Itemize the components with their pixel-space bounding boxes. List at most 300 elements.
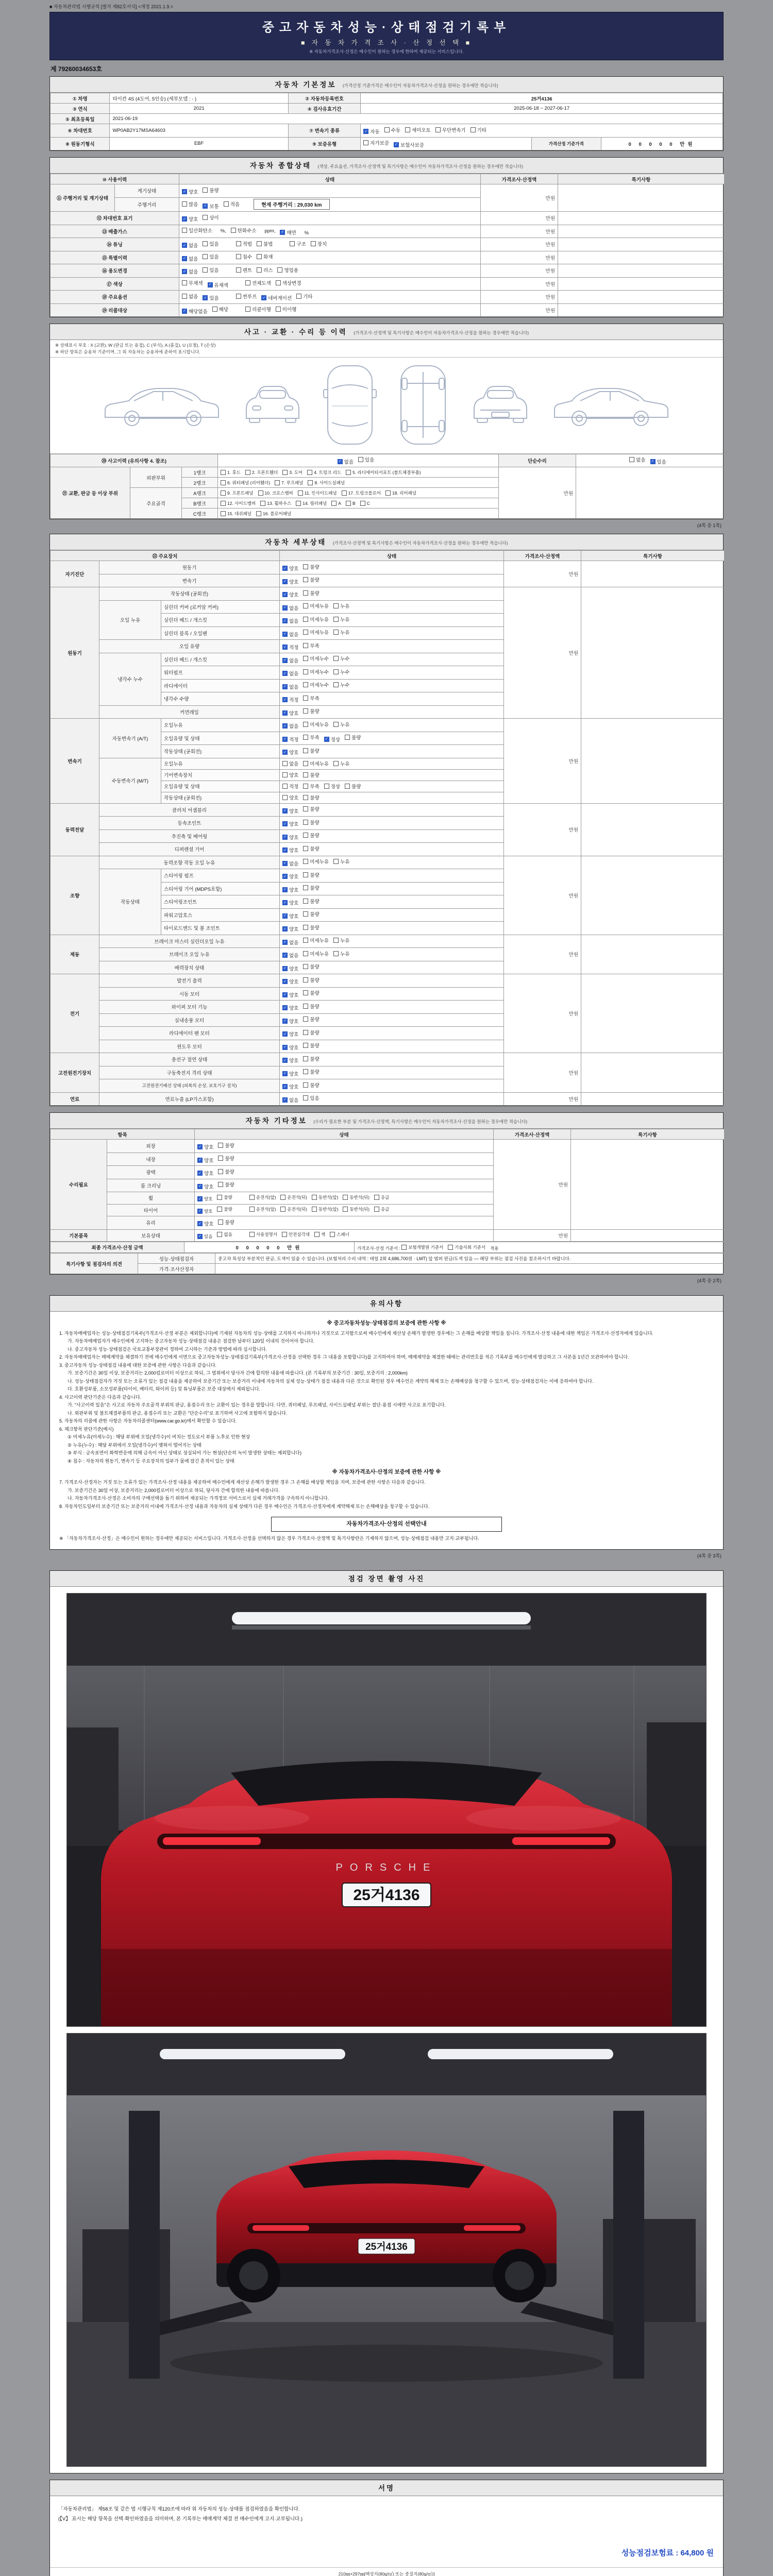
notice-paragraph: 5. 자동차의 리콜에 관한 사항은 자동차리콜센터(www.car.go.kr)에서 확인할 수 있습니다.: [59, 1418, 237, 1424]
checkbox-label: 응급: [380, 1207, 390, 1212]
checkbox-label: 13. 휠하우스: [267, 500, 292, 506]
checkbox-unchecked[interactable]: [303, 694, 319, 702]
checkbox-unchecked[interactable]: [629, 456, 645, 463]
table-cell: [215, 1264, 725, 1274]
lift-post-left: [129, 2111, 160, 2379]
checkbox-checked[interactable]: [282, 1096, 298, 1104]
checkbox-unchecked[interactable]: [218, 1155, 234, 1162]
table-cell: [576, 467, 725, 519]
checkbox-label: 양호: [289, 710, 299, 717]
checkbox-unchecked[interactable]: [303, 783, 319, 790]
checkbox-unchecked[interactable]: [333, 760, 349, 767]
checkbox-checked[interactable]: [282, 643, 298, 651]
checkbox-checked[interactable]: [182, 242, 198, 249]
checkbox-unchecked[interactable]: [303, 794, 319, 801]
checkbox-checked[interactable]: [363, 128, 379, 135]
checkbox-unchecked[interactable]: [314, 1231, 325, 1238]
accident-history-header: [50, 324, 723, 340]
checkbox-unchecked[interactable]: [303, 629, 329, 636]
checkbox-checked[interactable]: [282, 683, 298, 690]
checkbox-unchecked[interactable]: [276, 306, 297, 313]
status-cell: [361, 137, 531, 150]
checkbox-unchecked[interactable]: [303, 721, 329, 728]
checkbox-checked[interactable]: [282, 1057, 298, 1064]
checkbox-unchecked[interactable]: [303, 1055, 319, 1062]
checkbox-unchecked[interactable]: [333, 602, 349, 609]
checkbox-unchecked[interactable]: [303, 1094, 319, 1101]
checkbox-checked[interactable]: [282, 591, 298, 598]
checkbox-checked[interactable]: [282, 1070, 298, 1077]
checkbox-unchecked[interactable]: [333, 721, 349, 728]
checkbox-checked[interactable]: [197, 1233, 212, 1240]
status-cell: [218, 488, 499, 498]
status-cell: [280, 758, 504, 769]
table-cell: 디퍼렌셜 기어: [99, 843, 280, 856]
checkbox-unchecked[interactable]: [282, 783, 298, 790]
checkbox-unchecked[interactable]: [343, 1194, 369, 1200]
checkbox-unchecked[interactable]: [303, 897, 319, 905]
table-cell: [558, 212, 725, 225]
checkbox-unchecked[interactable]: [236, 253, 252, 260]
checkbox-label: 불량: [310, 773, 320, 778]
table-cell: ② 자동차등록번호: [288, 93, 361, 104]
checkbox-label: 불량: [310, 899, 320, 905]
checkbox-unchecked[interactable]: [303, 642, 319, 649]
car-side-view-left-diagram: [99, 378, 223, 432]
checkbox-unchecked[interactable]: [333, 668, 349, 675]
notice-paragraph: 2. 자동차매매업자는 매매계약을 체결하기 전에 매수인에게 서면으로 중고자동차성능·상태점검기록부(가격조사·산정을 선택한 경우 그 내용을 포함합니다)를 고지하여야 하며, 매매계약을 체결한 때에는 관리번호를 적은 기록부를 매수인에게 발급하고 그 사본을 1년간 보관하여야 합니다.: [59, 1354, 629, 1360]
checkbox-unchecked[interactable]: [282, 1231, 310, 1238]
checkbox-unchecked[interactable]: [218, 1218, 234, 1226]
checkbox-checked[interactable]: [282, 952, 298, 959]
table-cell: 수리필요: [51, 1140, 107, 1230]
checkbox-unchecked[interactable]: [342, 490, 381, 496]
checkbox-label: 불량: [225, 1156, 234, 1162]
checkbox-unchecked[interactable]: [249, 1194, 276, 1200]
checkbox-unchecked[interactable]: [303, 681, 329, 688]
table-cell: 만원: [481, 184, 558, 212]
checkbox-unchecked[interactable]: [303, 1081, 319, 1089]
checkbox-label: 양호: [189, 217, 198, 223]
checkbox-unchecked[interactable]: [217, 1194, 232, 1200]
checkbox-unchecked[interactable]: [303, 950, 329, 957]
checkbox-unchecked[interactable]: [448, 1244, 485, 1250]
checkbox-label: 탄화수소 ppm,: [237, 228, 276, 234]
checkbox-unchecked[interactable]: [296, 500, 327, 506]
checkbox-unchecked[interactable]: [303, 910, 319, 918]
section-accident-history: [49, 324, 724, 519]
checkbox-checked[interactable]: [282, 965, 298, 972]
checkbox-unchecked[interactable]: [203, 187, 219, 194]
checkbox-unchecked[interactable]: [245, 306, 271, 313]
checkbox-checked[interactable]: [197, 1143, 213, 1150]
checkbox-unchecked[interactable]: [333, 616, 349, 623]
checkbox-label: B: [352, 500, 356, 506]
checkbox-unchecked[interactable]: [236, 240, 252, 247]
checkbox-label: 있음: [209, 241, 219, 247]
checkbox-checked[interactable]: [282, 899, 298, 906]
notice-paragraph: ③ 부식 : 금속표면이 화학반응에 의해 금속이 아닌 상태로 상실되어 가는 현상(단순히 녹이 발생한 상태는 제외합니다): [68, 1450, 301, 1456]
checkbox-label: 양호: [289, 808, 299, 815]
table-cell: 실린더 블록 / 오일팬: [161, 626, 280, 640]
checkbox-unchecked[interactable]: [303, 845, 319, 852]
checkbox-checked[interactable]: [282, 709, 298, 717]
checkbox-unchecked[interactable]: [249, 1206, 276, 1212]
checkbox-unchecked[interactable]: [182, 200, 198, 208]
checkbox-unchecked[interactable]: [221, 469, 241, 476]
checkbox-checked[interactable]: [394, 141, 424, 148]
checkbox-unchecked[interactable]: [257, 253, 273, 260]
checkbox-unchecked[interactable]: [401, 1244, 443, 1250]
checkbox-label: 양호: [289, 901, 299, 906]
garage-equipment: [647, 1722, 706, 1846]
checkbox-checked[interactable]: [203, 294, 219, 301]
damage-code-legend: [50, 340, 723, 358]
checkbox-checked[interactable]: [208, 281, 229, 289]
checkbox-checked[interactable]: [282, 670, 298, 677]
checkbox-label: 양호: [289, 1006, 299, 1011]
checkbox-checked[interactable]: [197, 1220, 213, 1227]
checkbox-unchecked[interactable]: [303, 576, 319, 583]
checkbox-unchecked[interactable]: [217, 1231, 232, 1238]
checkbox-checked[interactable]: [282, 631, 298, 638]
table-cell: 자기진단: [51, 561, 99, 587]
checkbox-unchecked[interactable]: [182, 227, 226, 234]
table-cell: 타이로드엔드 및 볼 조인트: [161, 922, 280, 935]
table-cell: 기어변속장치: [161, 769, 280, 781]
checkbox-unchecked[interactable]: [245, 469, 278, 476]
checkbox-unchecked[interactable]: [345, 734, 361, 741]
status-cell: [576, 454, 725, 467]
garage-floor: [67, 2322, 706, 2466]
checkbox-unchecked[interactable]: [303, 963, 319, 970]
checkbox-unchecked[interactable]: [303, 937, 329, 944]
checkbox-unchecked[interactable]: [221, 480, 270, 486]
checkbox-checked[interactable]: [282, 991, 298, 998]
checkbox-unchecked[interactable]: [298, 490, 337, 496]
checkbox-unchecked[interactable]: [333, 950, 349, 957]
checkbox-checked[interactable]: [282, 617, 298, 624]
checkbox-checked[interactable]: [197, 1157, 213, 1164]
checkbox-unchecked[interactable]: [277, 266, 298, 274]
checkbox-unchecked[interactable]: [374, 1206, 389, 1212]
checkbox-checked[interactable]: [650, 458, 666, 465]
checkbox-checked[interactable]: [282, 565, 298, 572]
checkbox-checked[interactable]: [197, 1196, 212, 1202]
checkbox-unchecked[interactable]: [303, 989, 319, 996]
notice-paragraph: ② 누유(누수) : 해당 부위에서 오일(냉각수)이 맺혀서 떨어지는 상태: [68, 1442, 201, 1448]
checkbox-unchecked[interactable]: [236, 293, 257, 300]
checkbox-checked[interactable]: [282, 860, 298, 867]
checkbox-unchecked[interactable]: [249, 1231, 277, 1238]
status-cell: [280, 843, 504, 856]
checkbox-label: 누유: [340, 722, 350, 728]
checkbox-checked[interactable]: [197, 1170, 213, 1177]
inspection-photo-rear-view: [66, 1593, 707, 2027]
checkbox-unchecked[interactable]: [303, 563, 319, 570]
checkbox-checked[interactable]: [282, 1030, 298, 1038]
status-cell: [280, 1040, 504, 1053]
checkbox-checked[interactable]: [182, 308, 208, 315]
table-cell: 고전원전기장치: [51, 1053, 99, 1093]
table-cell: 냉각수 누수: [99, 653, 161, 705]
checkbox-unchecked[interactable]: [303, 760, 329, 767]
checkbox-unchecked[interactable]: [282, 469, 303, 476]
table-cell: [581, 974, 725, 1053]
checkbox-unchecked[interactable]: [324, 783, 340, 790]
checkbox-unchecked[interactable]: [218, 1142, 234, 1149]
status-cell: [280, 1092, 504, 1106]
checkbox-unchecked[interactable]: [303, 655, 329, 662]
checkbox-unchecked[interactable]: [358, 456, 374, 463]
table-cell: 변속기: [99, 574, 280, 587]
table-cell: 가격조사·산정액: [504, 551, 581, 561]
signature-body: [50, 2496, 723, 2567]
checkbox-unchecked[interactable]: [275, 480, 303, 486]
table-cell: 라디에이터 팬 모터: [99, 1027, 280, 1040]
table-cell: 2025-06-18 ~ 2027-06-17: [361, 104, 723, 114]
checkbox-unchecked[interactable]: [303, 734, 319, 741]
checkbox-unchecked[interactable]: [257, 240, 273, 247]
checkbox-unchecked[interactable]: [218, 1181, 234, 1188]
checkbox-unchecked[interactable]: [260, 500, 291, 506]
checkbox-unchecked[interactable]: [330, 1231, 349, 1238]
checkbox-checked[interactable]: [280, 229, 309, 236]
checkbox-label: 없음: [289, 861, 299, 867]
checkbox-unchecked[interactable]: [303, 589, 319, 597]
checkbox-unchecked[interactable]: [333, 655, 349, 662]
checkbox-unchecked[interactable]: [345, 783, 361, 790]
table-cell: 최종 가격조사·산정 금액: [51, 1242, 184, 1253]
checkbox-unchecked[interactable]: [203, 266, 219, 274]
checkbox-unchecked[interactable]: [307, 469, 341, 476]
checkbox-unchecked[interactable]: [303, 924, 319, 931]
checkbox-unchecked[interactable]: [303, 747, 319, 754]
checkbox-unchecked[interactable]: [303, 707, 319, 715]
table-cell: 만원: [499, 467, 576, 519]
checkbox-label: 불량: [225, 1169, 234, 1175]
checkbox-checked[interactable]: [282, 873, 298, 880]
checkbox-checked[interactable]: [282, 1018, 298, 1025]
checkbox-unchecked[interactable]: [311, 240, 327, 247]
checkbox-unchecked[interactable]: [374, 1194, 389, 1200]
checkbox-unchecked[interactable]: [333, 629, 349, 636]
checkbox-unchecked[interactable]: [282, 760, 298, 767]
legend-line-2: ※ 하단 항목은 승용차 기준이며, 그 외 자동차는 승용차에 준하여 표시합니다.: [55, 349, 200, 354]
checkbox-label: 적법: [242, 241, 253, 247]
checkbox-unchecked[interactable]: [231, 227, 276, 234]
checkbox-checked[interactable]: [282, 696, 298, 703]
checkbox-unchecked[interactable]: [303, 1015, 319, 1023]
checkbox-checked[interactable]: [182, 255, 198, 262]
checkbox-checked[interactable]: [282, 604, 298, 612]
checkbox-label: 8. 사이드실패널: [314, 480, 345, 485]
checkbox-unchecked[interactable]: [203, 214, 219, 221]
checkbox-checked[interactable]: [182, 268, 198, 275]
checkbox-unchecked[interactable]: [296, 293, 312, 300]
checkbox-unchecked[interactable]: [218, 1168, 234, 1175]
checkbox-checked[interactable]: [282, 1004, 298, 1011]
checkbox-checked[interactable]: [282, 820, 298, 827]
checkbox-checked[interactable]: [197, 1208, 212, 1214]
table-cell: 중고차 특성상 부분적인 판금, 도색이 있을 수 있습니다. (보험처리 수리 내역 : 테일 2회 4,686,700원 · LMT) 앞 범퍼 판금/도색 있음 — 해당 부위는 점검 사진을 참조하시기 바랍니다.: [215, 1253, 725, 1264]
checkbox-unchecked[interactable]: [303, 819, 319, 826]
checkbox-unchecked[interactable]: [385, 490, 416, 496]
checkbox-unchecked[interactable]: [303, 1029, 319, 1036]
checkbox-unchecked[interactable]: [221, 490, 254, 496]
status-cell: [179, 238, 481, 251]
checkbox-checked[interactable]: [282, 978, 298, 985]
checkbox-unchecked[interactable]: [303, 832, 319, 839]
status-cell: [361, 124, 723, 138]
checkbox-checked[interactable]: [338, 458, 354, 465]
checkbox-unchecked[interactable]: [221, 500, 256, 506]
checkbox-unchecked[interactable]: [203, 253, 219, 260]
checkbox-unchecked[interactable]: [343, 1206, 369, 1212]
checkbox-unchecked[interactable]: [303, 771, 319, 778]
notice-paragraph: 나. 외판부위 및 볼트체결부품의 판금, 용접수리 또는 교환은 "단순수리"로 표기하며 사고에 포함하지 않습니다.: [68, 1410, 288, 1416]
checkbox-unchecked[interactable]: [308, 480, 345, 486]
status-cell: [280, 829, 504, 843]
checkbox-checked[interactable]: [182, 215, 198, 223]
checkbox-unchecked[interactable]: [303, 616, 329, 623]
checkbox-checked[interactable]: [324, 736, 340, 743]
checkbox-unchecked[interactable]: [212, 306, 228, 313]
checkbox-checked[interactable]: [282, 807, 298, 815]
checkbox-checked[interactable]: [282, 1083, 298, 1090]
checkbox-unchecked[interactable]: [236, 266, 252, 274]
checkbox-unchecked[interactable]: [221, 511, 251, 517]
checkbox-unchecked[interactable]: [280, 1194, 307, 1200]
checkbox-label: 누유: [340, 938, 350, 944]
checkbox-unchecked[interactable]: [312, 1206, 339, 1212]
checkbox-unchecked[interactable]: [360, 501, 370, 506]
checkbox-checked[interactable]: [282, 912, 298, 920]
checkbox-unchecked[interactable]: [280, 1206, 307, 1212]
checkbox-checked[interactable]: [203, 202, 219, 210]
checkbox-unchecked[interactable]: [346, 469, 421, 476]
checkbox-checked[interactable]: [182, 188, 198, 195]
checkbox-checked[interactable]: [261, 294, 292, 301]
checkbox-unchecked[interactable]: [435, 126, 466, 133]
checkbox-checked[interactable]: [282, 886, 298, 893]
checkbox-unchecked[interactable]: [290, 240, 306, 247]
checkbox-label: 4. 트렁크 리드: [314, 469, 342, 475]
checkbox-unchecked[interactable]: [346, 501, 356, 506]
checkbox-unchecked[interactable]: [282, 794, 298, 801]
checkbox-checked[interactable]: [282, 722, 298, 730]
checkbox-checked[interactable]: [282, 939, 298, 946]
table-cell: ⑳ 사고이력 (유의사항 4. 참조): [51, 454, 218, 467]
checkbox-checked[interactable]: [282, 736, 298, 743]
checkbox-unchecked[interactable]: [384, 126, 400, 133]
checkbox-unchecked[interactable]: [182, 279, 203, 286]
table-cell: [558, 184, 725, 212]
checkbox-unchecked[interactable]: [312, 1194, 339, 1200]
checkbox-label: 불량: [224, 1207, 232, 1212]
checkbox-label: 누유: [340, 761, 350, 767]
basic-info-table: [50, 93, 723, 150]
table-cell: ⑫ 차대번호 표기: [51, 212, 179, 225]
checkbox-unchecked[interactable]: [245, 279, 271, 286]
checkbox-checked[interactable]: [282, 749, 298, 756]
checkbox-unchecked[interactable]: [282, 771, 298, 778]
checkbox-label: 있음: [365, 457, 375, 463]
checkbox-unchecked[interactable]: [303, 871, 319, 878]
table-cell: A랭크: [182, 488, 218, 498]
checkbox-unchecked[interactable]: [224, 200, 240, 208]
checkbox-label: 무채색: [189, 281, 203, 286]
checkbox-unchecked[interactable]: [333, 681, 349, 688]
table-cell: 내장: [107, 1153, 195, 1166]
checkbox-unchecked[interactable]: [303, 858, 329, 865]
checkbox-unchecked[interactable]: [182, 293, 198, 300]
checkbox-unchecked[interactable]: [203, 240, 219, 247]
table-cell: ⑯ 용도변경: [51, 264, 179, 278]
checkbox-label: 있음: [209, 267, 219, 274]
table-cell: C랭크: [182, 509, 218, 519]
status-cell: [179, 264, 481, 278]
table-cell: 클러치 어셈블리: [99, 803, 280, 817]
notice-paragraph: 8. 자동차인도일부터 보증기간 또는 보증거리 이내에 가격조사·산정 내용과 자동차의 실제 상태가 다른 경우 매수인은 가격조사·산정자에게 계약해제 또는 손해배상을 청구할 수 있습니다.: [59, 1503, 430, 1509]
status-cell: [218, 478, 499, 488]
table-cell: 수동변속기 (M/T): [99, 758, 161, 803]
checkbox-label: 사용설명서: [256, 1232, 277, 1237]
checkbox-checked[interactable]: [282, 834, 298, 841]
table-cell: 만원: [481, 303, 558, 317]
checkbox-unchecked[interactable]: [470, 126, 486, 133]
checkbox-unchecked[interactable]: [257, 266, 273, 274]
table-cell: [581, 803, 725, 856]
status-cell: [280, 600, 504, 614]
checkbox-unchecked[interactable]: [331, 501, 341, 506]
checkbox-label: 없음: [289, 671, 299, 677]
checkbox-unchecked[interactable]: [363, 139, 389, 146]
checkbox-checked[interactable]: [282, 1044, 298, 1051]
section-title: 자동차 종합상태: [249, 162, 311, 170]
table-cell: 동력전달: [51, 803, 99, 856]
table-cell: B랭크: [182, 498, 218, 509]
checkbox-unchecked[interactable]: [303, 976, 319, 984]
checkbox-unchecked[interactable]: [217, 1206, 232, 1212]
checkbox-unchecked[interactable]: [303, 602, 329, 609]
checkbox-checked[interactable]: [282, 925, 298, 933]
checkbox-unchecked[interactable]: [405, 126, 431, 133]
checkbox-unchecked[interactable]: [303, 1003, 319, 1010]
checkbox-label: 불량: [310, 1017, 320, 1023]
checkbox-unchecked[interactable]: [303, 1042, 319, 1049]
checkbox-unchecked[interactable]: [276, 279, 301, 286]
checkbox-unchecked[interactable]: [303, 1068, 319, 1075]
table-cell: 연료: [51, 1092, 99, 1106]
checkbox-checked[interactable]: [282, 578, 298, 585]
checkbox-unchecked[interactable]: [303, 884, 319, 891]
checkbox-label: 불법: [263, 241, 273, 247]
table-cell: [571, 1229, 725, 1242]
checkbox-label: 7. 루프패널: [281, 480, 304, 485]
checkbox-unchecked[interactable]: [256, 511, 291, 517]
checkbox-unchecked[interactable]: [333, 858, 349, 865]
table-cell: 타이칸 4S (4도어, 5인승) (세부모델 : - ): [110, 93, 288, 104]
table-cell: ⑪ 주행거리 및 계기상태: [51, 184, 115, 212]
checkbox-unchecked[interactable]: [303, 805, 319, 812]
checkbox-checked[interactable]: [197, 1183, 213, 1190]
checkbox-unchecked[interactable]: [333, 937, 349, 944]
checkbox-checked[interactable]: [282, 657, 298, 664]
checkbox-unchecked[interactable]: [303, 668, 329, 675]
checkbox-checked[interactable]: [282, 846, 298, 854]
checkbox-unchecked[interactable]: [258, 490, 293, 496]
